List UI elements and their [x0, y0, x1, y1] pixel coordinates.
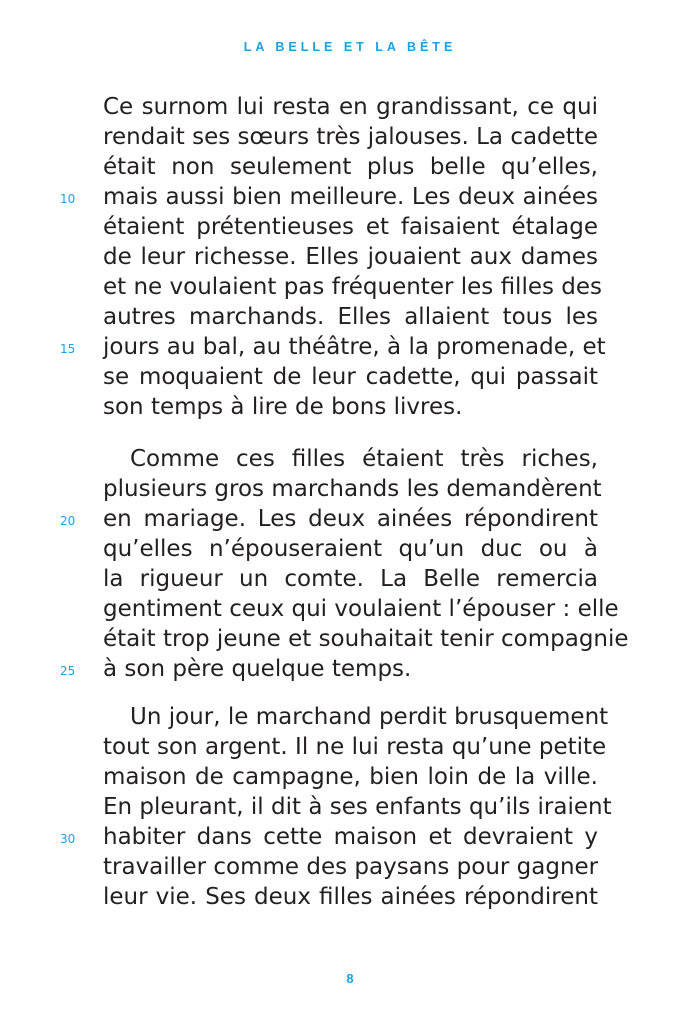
line-number: 15 — [60, 342, 76, 356]
text-line: autres marchands. Elles allaient tous les — [103, 304, 598, 330]
text-line: en mariage. Les deux ainées répondirent — [103, 506, 598, 532]
text-line: plusieurs gros marchands les demandèrent — [103, 476, 602, 502]
text-line: leur vie. Ses deux filles ainées répondirent — [103, 884, 598, 910]
text-line: qu’elles n’épouseraient qu’un duc ou à — [103, 536, 598, 562]
text-line: était non seulement plus belle qu’elles, — [103, 154, 598, 180]
text-line: étaient prétentieuses et faisaient étalage — [103, 214, 598, 240]
text-line: et ne voulaient pas fréquenter les filles des — [103, 274, 603, 300]
text-line: mais aussi bien meilleure. Les deux ainées — [103, 184, 598, 210]
text-line: jours au bal, au théâtre, à la promenade, et — [103, 334, 606, 360]
text-line: la rigueur un comte. La Belle remercia — [103, 566, 598, 592]
text-line: rendait ses sœurs très jalouses. La cadette — [103, 124, 598, 150]
text-line: Comme ces filles étaient très riches, — [130, 446, 598, 472]
text-line: de leur richesse. Elles jouaient aux dames — [103, 244, 598, 270]
text-line: gentiment ceux qui voulaient l’épouser : elle — [103, 596, 619, 622]
text-line: se moquaient de leur cadette, qui passait — [103, 364, 598, 390]
text-line: maison de campagne, bien loin de la ville. — [103, 764, 598, 790]
line-number: 20 — [60, 514, 76, 528]
running-title: LA BELLE ET LA BÊTE — [243, 40, 457, 54]
line-number: 30 — [60, 832, 76, 846]
text-line: Ce surnom lui resta en grandissant, ce qui — [103, 94, 598, 120]
page-number: 8 — [346, 971, 354, 986]
text-line: à son père quelque temps. — [103, 656, 412, 682]
text-line: était trop jeune et souhaitait tenir compagnie — [103, 626, 629, 652]
text-line: En pleurant, il dit à ses enfants qu’ils iraient — [103, 794, 612, 820]
line-number: 10 — [60, 192, 76, 206]
text-line: son temps à lire de bons livres. — [103, 394, 463, 420]
text-line: tout son argent. Il ne lui resta qu’une petite — [103, 734, 607, 760]
text-line: habiter dans cette maison et devraient y — [103, 824, 598, 850]
text-line: Un jour, le marchand perdit brusquement — [130, 704, 609, 730]
line-number: 25 — [60, 664, 76, 678]
text-line: travailler comme des paysans pour gagner — [103, 854, 599, 880]
